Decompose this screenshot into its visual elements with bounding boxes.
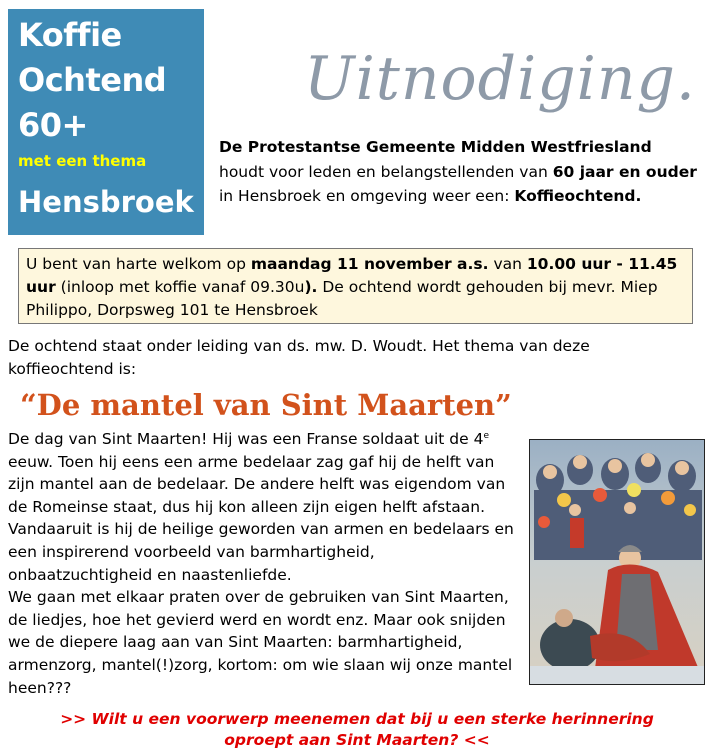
logo-line-thema: met een thema: [18, 152, 147, 170]
body-text-1a: De dag van Sint Maarten! Hij was een Franse soldaat uit de 4: [8, 430, 484, 448]
theme-title: “De mantel van Sint Maarten”: [20, 388, 512, 422]
intro-event-name: Koffieochtend.: [514, 187, 642, 205]
intro-church-name: De Protestantse Gemeente Midden Westfriesland: [219, 138, 652, 156]
welcome-time: 10.00 uur - 11.45 uur: [26, 255, 678, 296]
body-text: [8, 428, 518, 699]
logo-line-hensbroek: Hensbroek: [18, 185, 194, 219]
illustration-image: [530, 440, 705, 685]
sint-maarten-illustration: [529, 439, 705, 685]
footer-line-1: >> Wilt u een voorwerp meenemen dat bij u een sterke herinnering: [60, 710, 654, 728]
intro-age: 60 jaar en ouder: [552, 162, 697, 181]
body-superscript: e: [483, 430, 489, 441]
logo-line-koffie: Koffie: [18, 16, 122, 54]
footer-line-2: oproept aan Sint Maarten? <<: [224, 731, 490, 749]
welcome-date: maandag 11 november a.s.: [250, 255, 489, 273]
logo-line-ochtend: Ochtend: [18, 61, 167, 99]
koffie-ochtend-logo: [8, 9, 204, 235]
footer-request: [0, 709, 714, 751]
logo-line-60plus: 60+: [18, 106, 88, 144]
welcome-text-close: ).: [304, 278, 318, 296]
body-text-2: We gaan met elkaar praten over de gebruiken van Sint Maarten, de liedjes, hoe het gevierd werd en wordt enz. Maar ook snijden we de diepere laag aan van Sint Maarten: barmhartigheid, armenzorg, mantel(!)zorg, kortom: om wie slaan wij onze mantel heen???: [8, 588, 513, 697]
welcome-location: De ochtend wordt gehouden bij mevr. Miep Philippo, Dorpsweg 101 te Hensbroek: [26, 278, 658, 319]
welcome-text-2: van: [488, 255, 527, 273]
page-title: Uitnodiging.: [304, 44, 696, 114]
intro-text-1: houdt voor leden en belangstellenden van: [219, 162, 553, 181]
intro-text-2: in Hensbroek en omgeving weer een:: [219, 187, 515, 205]
intro-paragraph: [219, 135, 699, 209]
welcome-text-3: (inloop met koffie vanaf 09.30u: [55, 278, 305, 296]
welcome-text-1: U bent van harte welkom op: [26, 255, 251, 273]
leadin-paragraph: De ochtend staat onder leiding van ds. mw. D. Woudt. Het thema van deze koffieochtend is:: [8, 337, 590, 378]
body-text-1b: eeuw. Toen hij eens een arme bedelaar zag gaf hij de helft van zijn mantel aan de bedelaar. De andere helft was eigendom van de Romeinse staat, dus hij kon alleen zijn eigen helft afstaan. Vandaaruit is hij de heilige geworden van armen en bedelaars en een inspirerend voorbeeld van barmhartigheid, onbaatzuchtigheid en naastenliefde.: [8, 452, 514, 584]
welcome-box: [18, 248, 693, 324]
